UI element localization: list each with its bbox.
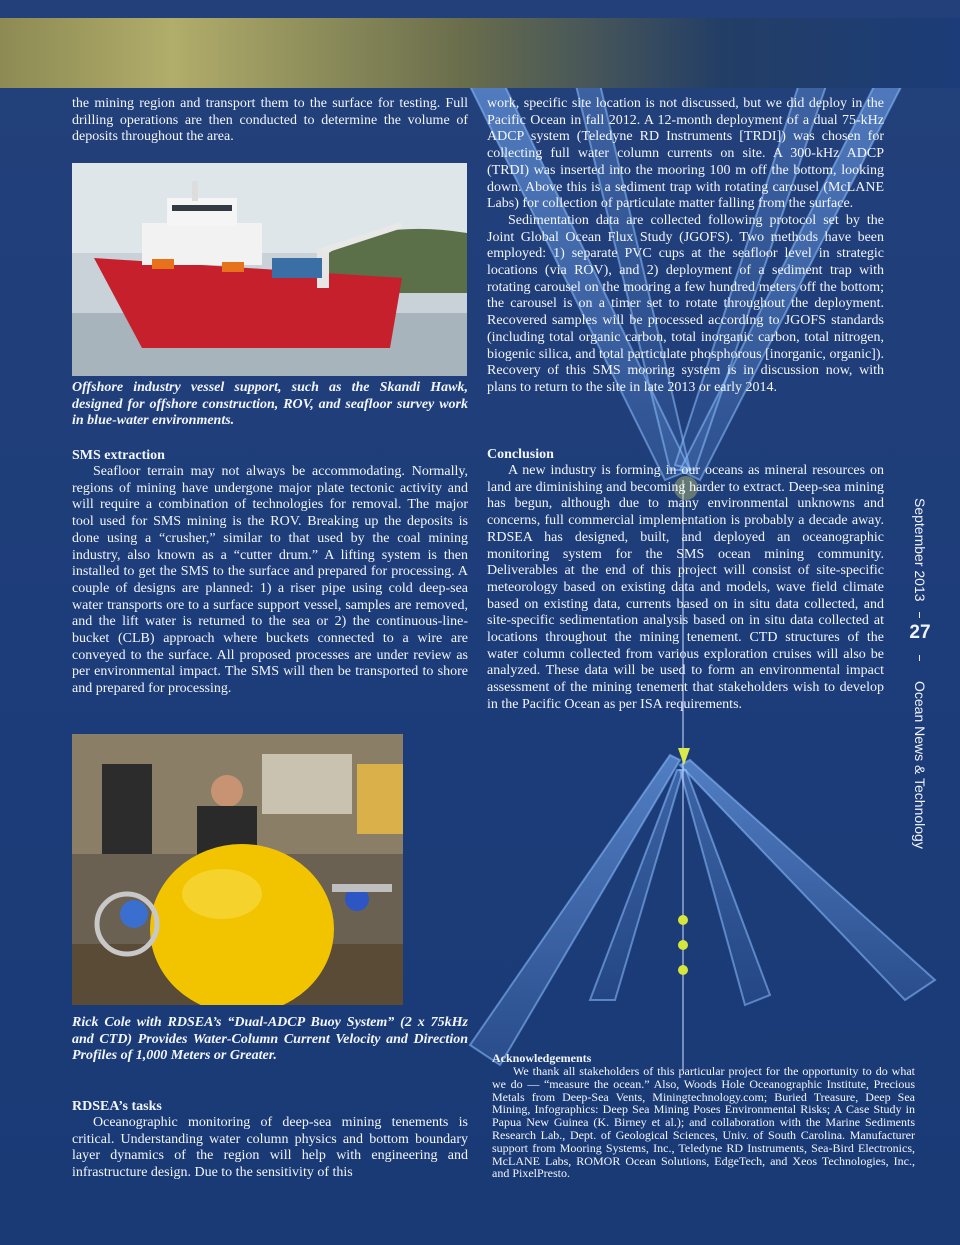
deployment-paragraph: work, specific site location is not discussed, but we did deploy in the Pacific Ocean in fall 2012. A 12-month deployment of a dual 75-kHz ADCP system (Teledyne RD Instruments [TRDI]) was chosen for collecting full water column currents on site. A 300-kHz ADCP (TRDI) was inserted into the mooring 100 m off the bottom, looking down. Above this is a sediment trap with rotating carousel (McLANE Labs) for collection of particulate matter falling from the surface. (487, 96, 884, 212)
buoy-caption-block (72, 1015, 468, 1065)
tasks-section (72, 1098, 468, 1182)
sms-heading: SMS extraction (72, 448, 165, 463)
sedimentation-paragraph: Sedimentation data are collected following protocol set by the Joint Global Ocean Flux Study (JGOFS). Two methods have been employed: 1) separate PVC cups at the seafloor level in strategic locations (via ROV), and 2) deployment of a sediment trap with rotating carousel on the mooring a few hundred meters off the bottom; the carousel is on a timer set to rotate throughout the deployment. Recovered samples will be processed according to JGOFS standards (including total organic carbon, total inorganic carbon, total nitrogen, biogenic silica, and total particulate phosphorous [inorganic, organic]). Recovery of this SMS mooring system is in discussion now, with plans to return to the site in late 2013 or early 2014. (487, 212, 884, 395)
instrument-float (678, 940, 688, 950)
sms-section (72, 447, 468, 698)
sms-body: Seafloor terrain may not always be accommodating. Normally, regions of mining have undergone major plate tectonic activity and will require a combination of technologies for removal. The major tool used for SMS mining is the ROV. Breaking up the deposits is done using a “crusher,” similar to that used by the coal mining industry, also known as a “cutter drum.” A lifting system is then installed to get the SMS to the surface and prepared for processing. A couple of designs are planned: 1) a riser pipe using cold deep-sea water transports ore to a surface support vessel, samples are removed, and the lift water is returned to the sea or 2) the continuous-line-bucket (CLB) approach where buckets connected to a wire are conveyed to the surface. All proposed processes are under review as per environmental impact. The SMS will then be transported to shore and prepared for processing. (72, 464, 468, 697)
tasks-heading: RDSEA’s tasks (72, 1099, 162, 1114)
running-title: Ocean News & Technology (912, 681, 928, 849)
acknowledgements-body: We thank all stakeholders of this particular project for the opportunity to do what we do — “measure the ocean.” Also, Woods Hole Oceanographic Institute, Precious Metals from Deep-Sea Vents, Miningtechnology.com; Buried Treasure, Deep Sea Mining, Infographics: Deep Sea Mining Poses Environmental Risks; A Case Study in Papua New Guinea (K. Birney et al.); and collaboration with the Marine Sediments Research Lab., Dept. of Geological Sciences, Univ. of South Carolina. Manufacturer support from Mooring Systems, Inc., Teledyne RD Instruments, Sea-Bird Electronics, McLANE Labs, ROMOR Ocean Solutions, EdgeTech, and Xeos Technologies, Inc., and PixelPresto. (492, 1064, 915, 1181)
page-number: 27 (909, 622, 931, 643)
buoy-caption: Rick Cole with RDSEA’s “Dual-ADCP Buoy System” (2 x 75kHz and CTD) Provides Water-Column Current Velocity and Direction Profiles of 1,000 Meters or Greater. (72, 1015, 468, 1064)
right-column-body (487, 96, 884, 397)
acknowledgements (492, 1052, 915, 1180)
instrument-float (678, 965, 688, 975)
ship-caption-block (72, 380, 468, 430)
conclusion-body: A new industry is forming in our oceans as mineral resources on land are diminishing and becoming harder to extract. Deep-sea mining has begun, although due to many environmental unknowns and concerns, full commercial implementation is probably a decade away. RDSEA has designed, built, and deployed an oceanographic monitoring system for the SMS ocean mining community. Deliverables at the end of this project will consist of site-specific meteorology based on existing data and models, wave field climate based on existing data, currents based on in situ data collected, and site-specific sedimentation analysis based on in situ data collected at locations throughout the mining tenement. CTD structures of the water column collected from various exploration cruises will also be analyzed. These data will be used to form an environmental impact assessment of the mining tenement that stakeholders wish to develop in the Pacific Ocean as per ISA requirements. (487, 463, 884, 712)
running-head (900, 0, 940, 1245)
buoy-photo (72, 734, 403, 1005)
conclusion-heading: Conclusion (487, 447, 554, 462)
tasks-body: Oceanographic monitoring of deep-sea mining tenements is critical. Understanding water column physics and bottom boundary layer dynamics of the region will help with engineering and infrastructure design. Due to the sensitivity of this (72, 1115, 468, 1181)
ship-photo (72, 163, 467, 376)
ship-caption: Offshore industry vessel support, such as the Skandi Hawk, designed for offshore construction, ROV, and seafloor survey work in blue-water environments. (72, 380, 468, 429)
instrument-float (678, 915, 688, 925)
header-band (0, 18, 960, 88)
running-date: September 2013 (912, 498, 928, 602)
intro-paragraph: the mining region and transport them to the surface for testing. Full drilling operations are then conducted to determine the volume of deposits throughout the area. (72, 96, 468, 145)
conclusion-section (487, 446, 884, 714)
acknowledgements-heading: Acknowledgements (492, 1051, 592, 1065)
left-intro (72, 96, 468, 146)
